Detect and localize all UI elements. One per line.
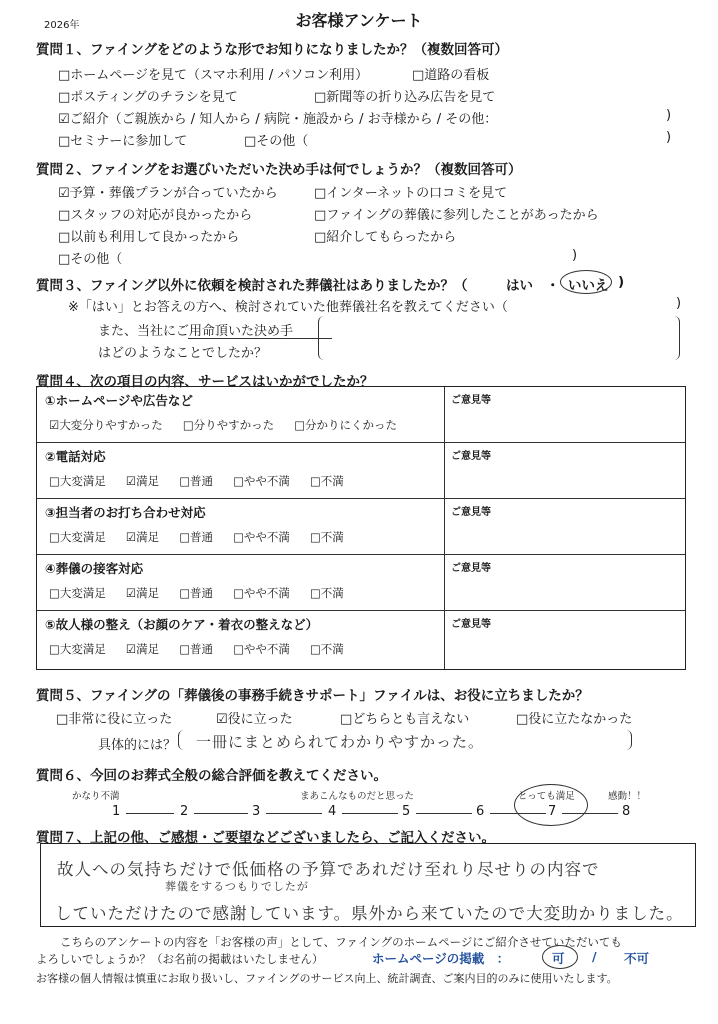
q4-option[interactable]: □分りやすかった bbox=[182, 418, 275, 432]
q4-option[interactable]: □やや不満 bbox=[233, 586, 290, 600]
q4-option[interactable]: □不満 bbox=[309, 642, 344, 656]
q6-scale-4[interactable]: 4 bbox=[328, 804, 337, 819]
q3-reason-question-line2: はどのようなことでしたか？ bbox=[98, 346, 268, 361]
q4-divider bbox=[444, 611, 445, 669]
q4-option[interactable]: □不満 bbox=[309, 474, 344, 488]
q4-option[interactable]: □不満 bbox=[309, 586, 344, 600]
q1-option-seminar[interactable]: □セミナーに参加して bbox=[58, 134, 188, 149]
q6-scale-line bbox=[266, 813, 322, 814]
q4-note-label: ご意見等 bbox=[451, 451, 491, 462]
q4-note-label: ご意見等 bbox=[451, 563, 491, 574]
q4-row-preparation bbox=[37, 611, 685, 669]
q1-option-posting-flyer[interactable]: □ポスティングのチラシを見て bbox=[58, 90, 238, 105]
footer-ok-option[interactable]: 可 bbox=[552, 951, 565, 966]
q4-option[interactable]: □普通 bbox=[179, 586, 214, 600]
q4-rating-table bbox=[36, 386, 686, 670]
q5-option-neutral[interactable]: □どちらとも言えない bbox=[340, 712, 470, 727]
q4-item-title: ①ホームページや広告など bbox=[45, 393, 193, 408]
q4-options bbox=[49, 641, 364, 657]
q4-row-phone bbox=[37, 443, 685, 499]
q4-item-title: ④葬儀の接客対応 bbox=[45, 561, 144, 576]
q7-comment-box[interactable] bbox=[40, 843, 696, 927]
footer-consent-line2: よろしいでしょうか？（お名前の掲載はいたしません） bbox=[36, 952, 324, 966]
q4-options bbox=[49, 529, 364, 545]
q1-option-newspaper[interactable]: □新聞等の折り込み広告を見て bbox=[314, 90, 496, 105]
q3-reason-answer-box[interactable] bbox=[318, 316, 680, 360]
footer-hp-label: ホームページの掲載 ： bbox=[372, 951, 510, 966]
footer-slash: / bbox=[592, 949, 597, 964]
q7-comment-line1: 故人への気持ちだけで低価格の予算であれだけ至れり尽せりの内容で bbox=[57, 860, 600, 879]
q3-reason-question-line1: また、当社にご用命頂いた決め手 bbox=[98, 324, 294, 339]
q6-scale-1[interactable]: 1 bbox=[112, 804, 121, 819]
q6-label-mid: まあこんなものだと思った bbox=[300, 791, 415, 802]
q4-divider bbox=[444, 443, 445, 498]
q3-note-close: ) bbox=[676, 296, 682, 311]
q4-note-label: ご意見等 bbox=[451, 619, 491, 630]
q6-scale-line bbox=[342, 813, 398, 814]
q2-option-attended[interactable]: □ファイングの葬儀に参列したことがあったから bbox=[314, 208, 599, 223]
q6-scale-5[interactable]: 5 bbox=[402, 804, 411, 819]
q4-divider bbox=[444, 499, 445, 554]
q4-options bbox=[49, 417, 417, 433]
q4-item-title: ⑤故人様の整え（お顔のケア・着衣の整えなど） bbox=[45, 617, 319, 632]
footer-ok-selected-circle bbox=[542, 945, 578, 969]
q4-option[interactable]: □やや不満 bbox=[233, 642, 290, 656]
q6-scale-line bbox=[194, 813, 248, 814]
q4-option[interactable]: □大変満足 bbox=[49, 642, 106, 656]
q6-label-top: 感動！！ bbox=[608, 791, 647, 802]
q5-title: 質問５、ファイングの「葬儀後の事務手続きサポート」ファイルは、お役に立ちましたか？ bbox=[36, 688, 589, 704]
q4-option[interactable]: □不満 bbox=[309, 530, 344, 544]
q4-row-reception bbox=[37, 555, 685, 611]
q6-scale-8[interactable]: 8 bbox=[622, 804, 631, 819]
q6-scale-line bbox=[562, 813, 618, 814]
q3-note: ※「はい」とお答えの方へ、検討されていた他葬儀社名を教えてください（ bbox=[68, 300, 508, 315]
q4-option[interactable]: ☑大変分りやすかった bbox=[49, 418, 163, 432]
q4-option[interactable]: □やや不満 bbox=[233, 530, 290, 544]
q3-separator: ・ bbox=[546, 278, 560, 294]
q6-scale-line bbox=[490, 813, 546, 814]
q2-option-other[interactable]: □その他（ bbox=[58, 252, 123, 267]
q5-detail-answer: 一冊にまとめられてわかりやすかった。 bbox=[196, 733, 485, 751]
q2-option-staff[interactable]: □スタッフの対応が良かったから bbox=[58, 208, 253, 223]
q6-scale-line bbox=[126, 813, 174, 814]
q1-title: 質問１、ファイングをどのような形でお知りになりましたか？（複数回答可） bbox=[36, 42, 508, 58]
q7-title: 質問７、上記の他、ご感想・ご要望などございましたら、ご記入ください。 bbox=[36, 830, 495, 846]
survey-year: 2026年 bbox=[44, 20, 80, 31]
q1-other-close: ) bbox=[666, 130, 672, 145]
q2-other-close: ) bbox=[572, 248, 578, 263]
q6-scale-2[interactable]: 2 bbox=[180, 804, 189, 819]
q3-title: 質問３、ファイング以外に依頼を検討された葬儀社はありましたか？（ bbox=[36, 278, 468, 294]
q1-referral-close: ) bbox=[666, 108, 672, 123]
q4-option[interactable]: □普通 bbox=[179, 474, 214, 488]
q4-note-label: ご意見等 bbox=[451, 395, 491, 406]
q4-row-homepage bbox=[37, 387, 685, 443]
q6-label-high: とっても満足 bbox=[518, 791, 575, 802]
q4-option[interactable]: ☑満足 bbox=[125, 642, 160, 656]
q5-detail-label: 具体的には？ bbox=[98, 738, 177, 753]
q4-option[interactable]: ☑満足 bbox=[125, 474, 160, 488]
footer-ng-option[interactable]: 不可 bbox=[624, 951, 650, 966]
q6-scale-line bbox=[416, 813, 472, 814]
q6-title: 質問６、今回のお葬式全般の総合評価を教えてください。 bbox=[36, 768, 387, 784]
q7-comment-line2: していただけたので感謝しています。県外から来ていたので大変助かりました。 bbox=[55, 904, 684, 923]
q4-option[interactable]: □普通 bbox=[179, 530, 214, 544]
q6-scale-6[interactable]: 6 bbox=[476, 804, 485, 819]
q6-scale-7[interactable]: 7 bbox=[548, 804, 557, 819]
q4-options bbox=[49, 585, 364, 601]
q4-option[interactable]: □大変満足 bbox=[49, 586, 106, 600]
footer-privacy: お客様の個人情報は慎重にお取り扱いし、ファイングのサービス向上、統計調査、ご案内目的のみに使用いたします。 bbox=[36, 972, 618, 985]
q5-option-useful[interactable]: ☑役に立った bbox=[216, 712, 293, 727]
q4-title: 質問４、次の項目の内容、サービスはいかがでしたか？ bbox=[36, 374, 374, 390]
q4-option[interactable]: ☑満足 bbox=[125, 530, 160, 544]
q4-note-label: ご意見等 bbox=[451, 507, 491, 518]
q5-option-not-useful[interactable]: □役に立たなかった bbox=[516, 712, 633, 727]
q4-option[interactable]: □やや不満 bbox=[233, 474, 290, 488]
q1-option-other[interactable]: □その他（ bbox=[244, 134, 309, 149]
q4-option[interactable]: □大変満足 bbox=[49, 530, 106, 544]
q6-label-low: かなり不満 bbox=[72, 791, 120, 802]
q3-underline bbox=[188, 338, 332, 339]
q2-title: 質問２、ファイングをお選びいただいた決め手は何でしょうか？（複数回答可） bbox=[36, 162, 522, 178]
q4-item-title: ③担当者のお打ち合わせ対応 bbox=[45, 505, 206, 520]
q1-option-homepage[interactable]: □ホームページを見て（スマホ利用 / パソコン利用） bbox=[58, 68, 369, 83]
q4-option[interactable]: □大変満足 bbox=[49, 474, 106, 488]
q5-option-very-useful[interactable]: □非常に役に立った bbox=[56, 712, 173, 727]
q4-option[interactable]: □普通 bbox=[179, 642, 214, 656]
q7-comment-insert: 葬儀をするつもりでしたが bbox=[165, 880, 309, 893]
q3-close: ) bbox=[618, 274, 625, 290]
page-title: お客様アンケート bbox=[295, 11, 423, 30]
q4-item-title: ②電話対応 bbox=[45, 449, 106, 464]
q3-no[interactable]: いいえ bbox=[568, 278, 609, 294]
q4-options bbox=[49, 473, 364, 489]
q3-no-selected-circle bbox=[560, 270, 612, 294]
q4-row-meeting bbox=[37, 499, 685, 555]
q2-option-previous-use[interactable]: □以前も利用して良かったから bbox=[58, 230, 240, 245]
q2-option-reviews[interactable]: □インターネットの口コミを見て bbox=[314, 186, 508, 201]
q2-option-budget[interactable]: ☑予算・葬儀プランが合っていたから bbox=[58, 186, 278, 201]
q4-divider bbox=[444, 555, 445, 610]
q4-option[interactable]: □分かりにくかった bbox=[294, 418, 398, 432]
q4-option[interactable]: ☑満足 bbox=[125, 586, 160, 600]
footer-consent-line1: こちらのアンケートの内容を「お客様の声」として、ファイングのホームページにご紹介させていただいても bbox=[60, 935, 622, 949]
q4-divider bbox=[444, 387, 445, 442]
q6-scale-3[interactable]: 3 bbox=[252, 804, 261, 819]
q3-yes[interactable]: はい bbox=[506, 278, 533, 294]
q1-option-road-sign[interactable]: □道路の看板 bbox=[412, 68, 490, 83]
q1-option-referral[interactable]: ☑ご紹介（ご親族から / 知人から / 病院・施設から / お寺様から / その他： bbox=[58, 112, 498, 127]
q2-option-introduced[interactable]: □紹介してもらったから bbox=[314, 230, 457, 245]
